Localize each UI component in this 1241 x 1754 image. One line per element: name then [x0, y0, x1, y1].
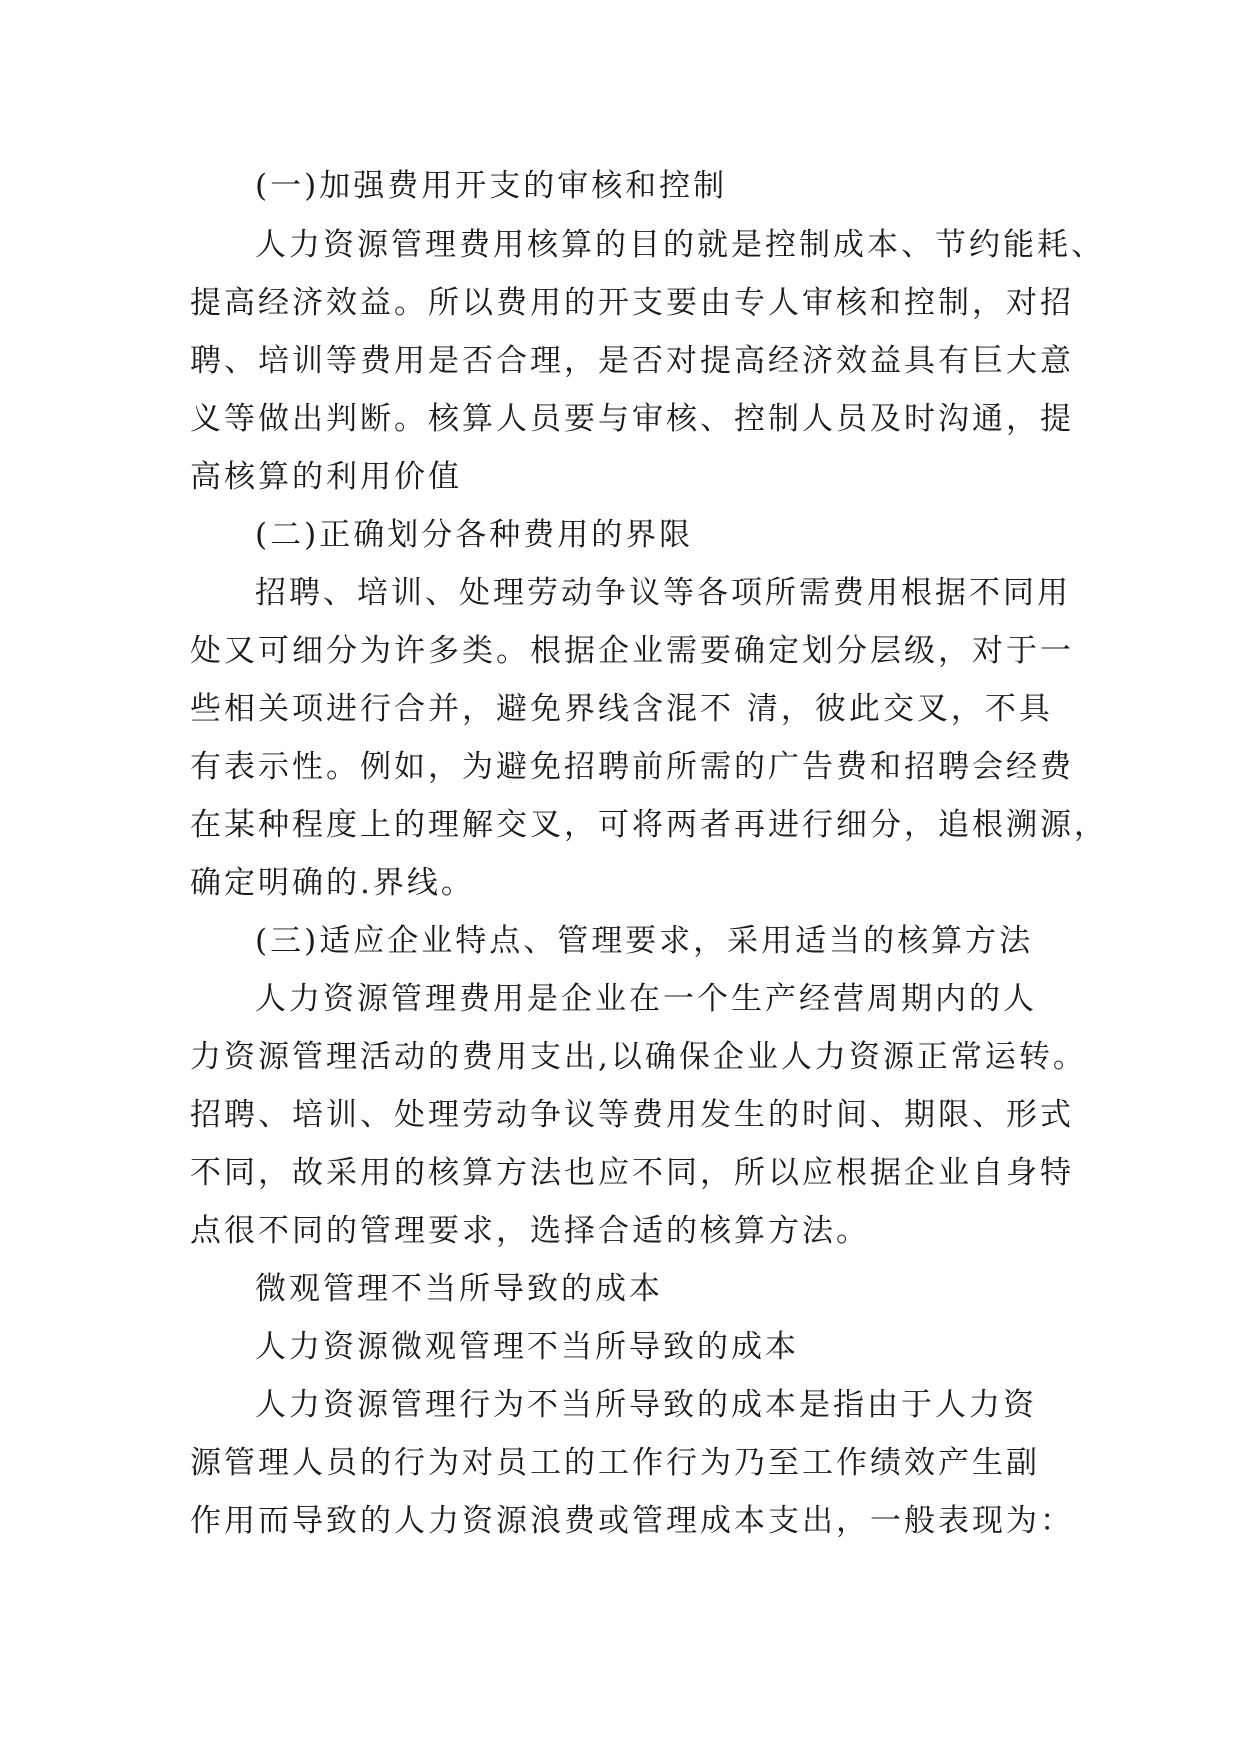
paragraph-line: 点很不同的管理要求，选择合适的核算方法。: [190, 1213, 870, 1249]
heading-1: (一)加强费用开支的审核和控制: [255, 168, 728, 204]
paragraph-line: 有表示性。例如，为避免招聘前所需的广告费和招聘会经费: [190, 749, 1074, 785]
paragraph-line: 作用而导致的人力资源浪费或管理成本支出，一般表现为：: [190, 1503, 1074, 1539]
paragraph-line: 确定明确的.界线。: [190, 865, 475, 901]
section-title: 微观管理不当所导致的成本: [255, 1271, 663, 1307]
paragraph-line: 提高经济效益。所以费用的开支要由专人审核和控制，对招: [190, 285, 1074, 321]
heading-2: (二)正确划分各种费用的界限: [255, 517, 694, 553]
paragraph-line: 人力资源管理费用是企业在一个生产经营周期内的人: [255, 981, 1037, 1017]
paragraph-line: 义等做出判断。核算人员要与审核、控制人员及时沟通，提: [190, 401, 1074, 437]
paragraph-line: 人力资源管理费用核算的目的就是控制成本、节约能耗、: [255, 227, 1105, 263]
paragraph-line: 人力资源管理行为不当所导致的成本是指由于人力资: [255, 1387, 1037, 1423]
paragraph-line: 在某种程度上的理解交叉，可将两者再进行细分，追根溯源，: [190, 807, 1108, 843]
paragraph-line: 力资源管理活动的费用支出,以确保企业人力资源正常运转。: [190, 1039, 1087, 1075]
paragraph-line: 处又可细分为许多类。根据企业需要确定划分层级，对于一: [190, 633, 1074, 669]
heading-3: (三)适应企业特点、管理要求，采用适当的核算方法: [255, 923, 1034, 959]
paragraph-line: 不同，故采用的核算方法也应不同，所以应根据企业自身特: [190, 1155, 1074, 1191]
paragraph-line: 招聘、培训、处理劳动争议等费用发生的时间、期限、形式: [190, 1097, 1074, 1133]
paragraph-line: 聘、培训等费用是否合理，是否对提高经济效益具有巨大意: [190, 343, 1074, 379]
paragraph-line: 源管理人员的行为对员工的工作行为乃至工作绩效产生副: [190, 1445, 1040, 1481]
paragraph-line: 高核算的利用价值: [190, 459, 462, 495]
paragraph-line: 招聘、培训、处理劳动争议等各项所需费用根据不同用: [255, 575, 1071, 611]
section-subtitle: 人力资源微观管理不当所导致的成本: [255, 1329, 799, 1365]
paragraph-line: 些相关项进行合并，避免界线含混不 清，彼此交叉，不具: [190, 691, 1053, 727]
